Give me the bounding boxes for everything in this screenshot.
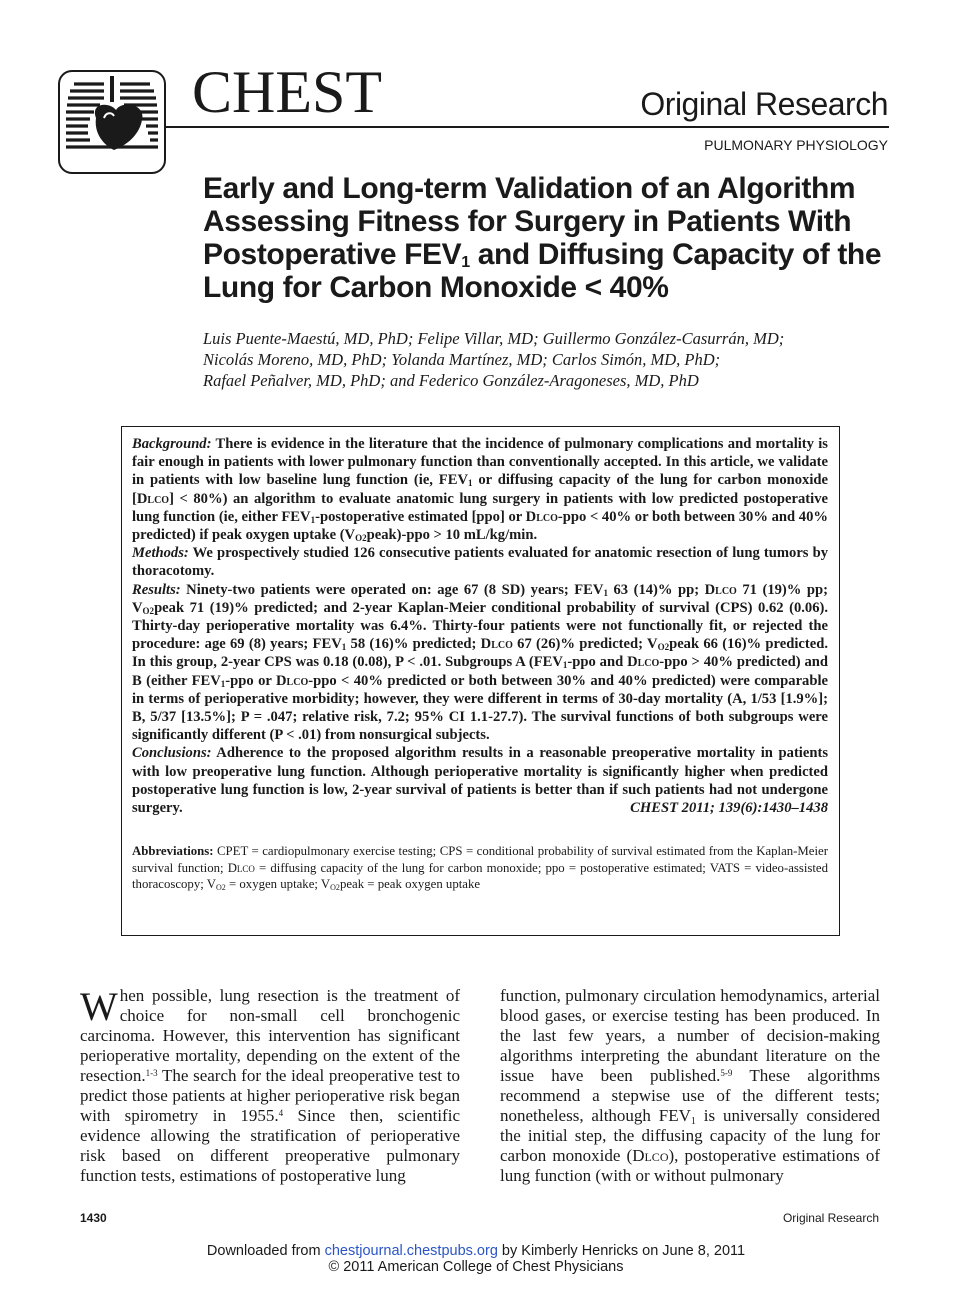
abstract-results: Results: Ninety-two patients were operated on: age 67 (8 SD) years; $FEV_1$ 63 (14)% pp; Dlco 71 (19)% pp; $V_{O2}peak$ 71 (19)% predicted; and 2-year Kaplan-Meier conditional probability of survival (CPS) 0.62 (0.06). Thirty-day perioperative mortality was 6.4%. Thirty-four patients were not functionally fit, or rejected the procedure: age 69 (8) years; $FEV_1$ 58 (16)% predicted; Dlco 67 (26)% predicted; $V_{O2}peak$ 66 (16)% predicted. In this group, 2-year CPS was 0.18 (0.08), P < .01. Subgroups A ($FEV_1$-ppo and Dlco-ppo > 40% predicted) and B (either $FEV_1$-ppo or Dlco-ppo < 40% predicted or both between 30% and 40% predicted) were comparable in terms of perioperative morbidity; however, they were different in terms of 30-day mortality (A, 1/53 [1.9%]; B, 5/37 [13.5%]; P = .047; relative risk, 7.2; 95% CI 1.1-27.7). The survival functions of both subgroups were significantly different (P < .01) from nonsurgical subjects. [132,581,828,744]
abstract-methods: Methods: We prospectively studied 126 consecutive patients evaluated for anatomic resection of lung tumors by thoracotomy. [132,545,828,580]
chest-lungs-heart-logo-icon [60,72,164,172]
author-line: Luis Puente-Maestú, MD, PhD; Felipe Villar, MD; Guillermo González-Casurrán, MD; [203,329,785,348]
journal-name: CHEST [192,59,383,125]
abbreviations: Abbreviations: CPET = cardiopulmonary exercise testing; CPS = conditional probability of survival estimated from the Kaplan-Meier survival function; Dlco = diffusing capacity of the lung for carbon monoxide; ppo = postoperative estimated; VATS = video-assisted thoracoscopy; $V_{O2}$ = oxygen uptake; $V_{O2}peak$ = peak oxygen uptake [132,844,829,893]
body-column-right [500,986,880,1186]
author-list [203,328,903,391]
header-divider [166,126,889,128]
body-paragraph: When possible, lung resection is the treatment of choice for non-small cell bronchogenic carcinoma. However, this intervention has significant perioperative mortality, depending on the extent of the resection.$^{1-3}$ The search for the ideal preoperative test to predict those patients at higher perioperative risk began with spirometry in 1955.$^4$ Since then, scientific evidence allowing the stratification of perioperative risk based on different preoperative pulmonary function tests, estimations of postoperative lung [80,984,460,1185]
abstract-box [121,426,840,936]
reference[interactable]: 1-3 [145,1068,158,1078]
abstract-background: Background: There is evidence in the literature that the incidence of pulmonary complications and mortality is fair enough in patients with lower pulmonary function than conventionally accepted. In this article, we validate in patients with low baseline lung function (ie, $FEV_1$ or diffusing capacity of the lung for carbon monoxide [Dlco] < 80%) an algorithm to evaluate anatomic lung surgery in patients with low predicted postoperative lung function (ie, either $FEV_1$-postoperative estimated [ppo] or Dlco-ppo < 40% or both between 30% and 40% predicted) if peak oxygen uptake $(V_{O2}peak)$-ppo > 10 mL/kg/min. [132,436,828,544]
journal-citation: CHEST 2011; 139(6):1430–1438 [630,800,828,817]
body-paragraph: function, pulmonary circulation hemodynamics, arterial blood gases, or exercise testing has been produced. In the last few years, a number of decision-making algorithms interpreting the abundant literature on the issue have been published.$^{5-9}$ These algorithms recommend a stepwise use of the different tests; nonetheless, although $FEV_1$ is universally considered the initial step, the diffusing capacity of the lung for carbon monoxide (Dlco), postoperative estimations of lung function (with or without pulmonary [500,986,881,1185]
article-type: Original Research [640,86,888,122]
download-notice: Downloaded from chestjournal.chestpubs.org by Kimberly Henricks on June 8, 2011 [206,1243,746,1259]
section-label: PULMONARY PHYSIOLOGY [704,137,888,153]
footer-section-label: Original Research [782,1211,879,1225]
drop-cap: W [80,984,118,1029]
article-title: Early and Long-term Validation of an Algorithm Assessing Fitness for Surgery in Patients With Postoperative $FEV_1$ and Diffusing Capacity of the Lung for Carbon Monoxide < 40% [203,172,882,304]
abstract-conclusions: Conclusions: Adherence to the proposed algorithm results in a reasonable preoperative mortality in patients with low preoperative lung function. Although perioperative mortality is significantly higher when predicted postoperative lung function is low, 2-year survival of patients is better than if such patients had not undergone surgery. CHEST 2011; 139(6):1430–1438 [132,745,828,817]
author-line: Nicolás Moreno, MD, PhD; Yolanda Martínez, MD; Carlos Simón, MD, PhD; [203,350,721,369]
reference[interactable]: 5-9 [720,1068,733,1078]
copyright-notice: © 2011 American College of Chest Physicians [328,1259,624,1275]
body-column-left [80,986,460,1186]
journal-link[interactable]: chestjournal.chestpubs.org [324,1243,498,1259]
reference[interactable]: 4 [278,1108,284,1118]
author-line: Rafael Peñalver, MD, PhD; and Federico González-Aragoneses, MD, PhD [203,371,699,390]
page-number: 1430 [80,1211,107,1225]
journal-logo [58,70,166,174]
